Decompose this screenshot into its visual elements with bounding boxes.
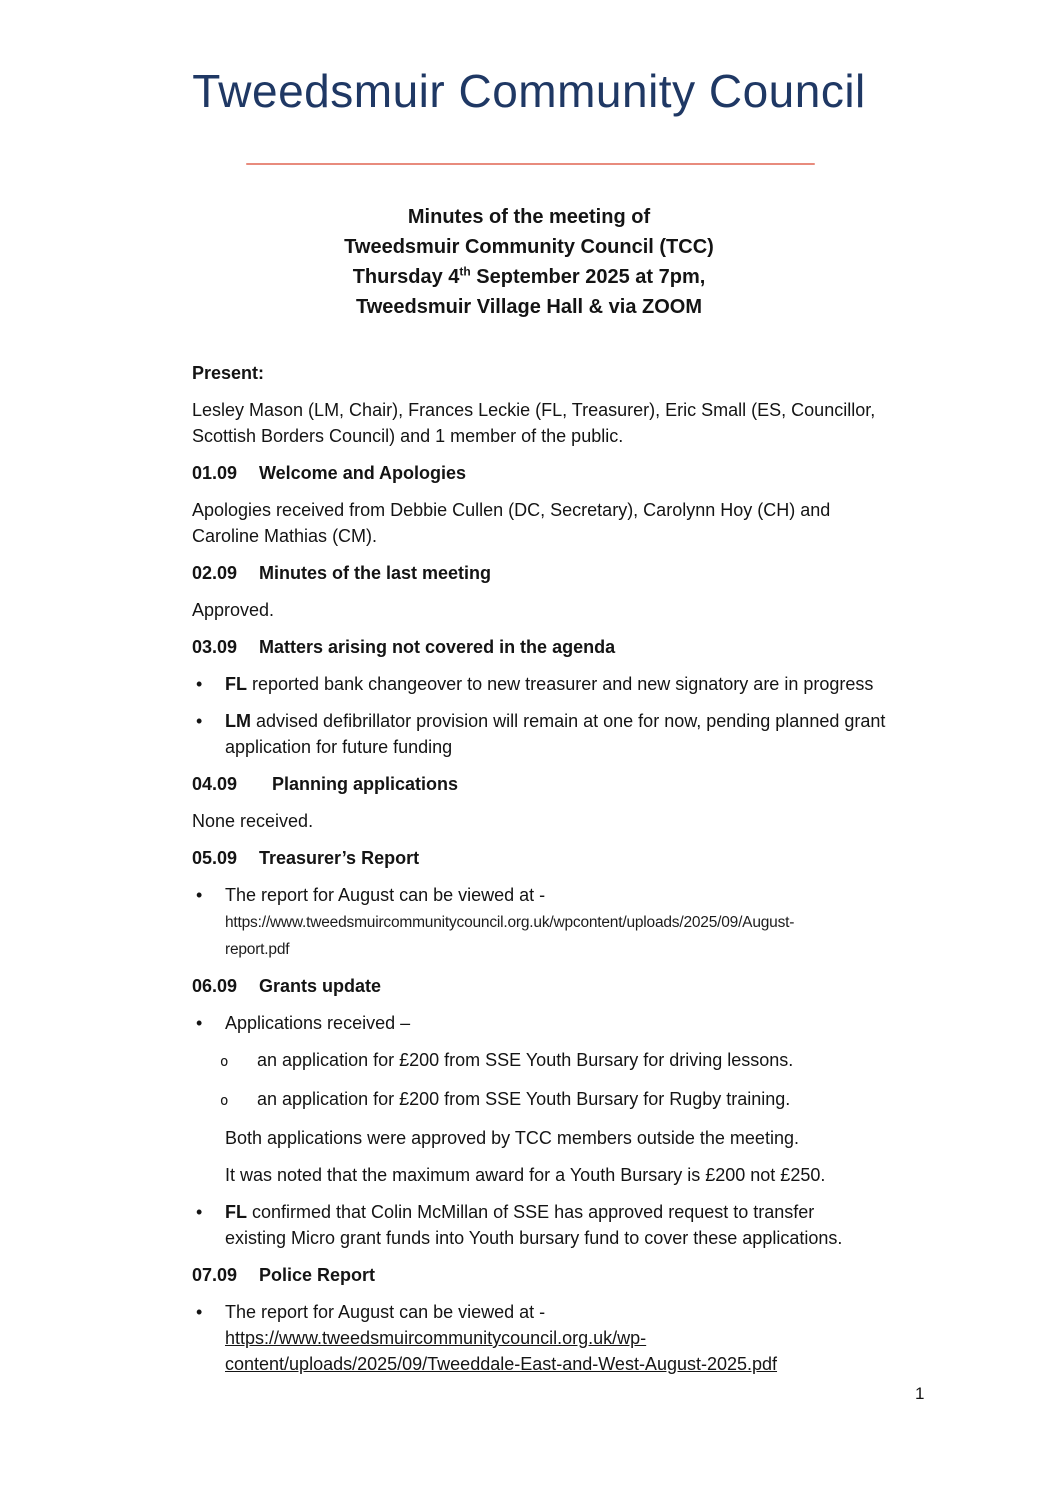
minutes-approved-text: Approved. (192, 600, 275, 620)
planning-none-text: None received. (192, 811, 314, 831)
present-text: Lesley Mason (LM, Chair), Frances Leckie (FL, Treasurer), Eric Small (ES, Councillor, Scottish Borders Council) and 1 member of the public. (192, 400, 876, 446)
bullet-icon (192, 882, 225, 962)
section-number: 02.09 (192, 563, 238, 583)
section-number: 04.09 (192, 774, 238, 794)
section-heading-01-09 (192, 460, 934, 486)
section-title: Minutes of the last meeting (259, 563, 492, 583)
section-title: Grants update (259, 976, 382, 996)
section-number: 03.09 (192, 637, 238, 657)
treasurer-report-url: https://www.tweedsmuircommunitycouncil.org.uk/wpcontent/uploads/2025/09/August- report.pdf (225, 914, 795, 958)
section-number: 07.09 (192, 1265, 238, 1285)
bullet-item (192, 671, 934, 697)
section-title: Welcome and Apologies (259, 463, 467, 483)
bullet-text (225, 882, 794, 962)
grants-note: It was noted that the maximum award for a Youth Bursary is £200 not £250. (225, 1165, 826, 1185)
section-title: Matters arising not covered in the agenda (259, 637, 616, 657)
apologies-text: Apologies received from Debbie Cullen (DC, Secretary), Carolynn Hoy (CH) and Caroline Mathias (CM). (192, 500, 831, 546)
section-title: Planning applications (272, 774, 459, 794)
circle-bullet-icon (218, 1047, 257, 1075)
meeting-heading-line1: Minutes of the meeting of (407, 206, 651, 228)
section-heading-02-09 (192, 560, 934, 586)
section-title: Treasurer’s Report (259, 848, 420, 868)
grants-note: Both applications were approved by TCC members outside the meeting. (225, 1128, 799, 1148)
bullet-text (225, 1299, 777, 1377)
bullet-text: FL confirmed that Colin McMillan of SSE has approved request to transfer existing Micro grant funds into Youth bursary fund to cover these applications. (225, 1202, 843, 1248)
section-heading-07-09 (192, 1262, 934, 1288)
meeting-heading-line4: Tweedsmuir Village Hall & via ZOOM (355, 296, 703, 318)
present-label: Present: (192, 363, 265, 383)
initials-bold: FL (225, 1202, 247, 1222)
meeting-heading-line2: Tweedsmuir Community Council (TCC) (344, 236, 714, 258)
bullet-icon (192, 1299, 225, 1377)
bullet-item (192, 1199, 934, 1251)
section-heading-06-09 (192, 973, 934, 999)
section-heading-04-09 (192, 771, 934, 797)
section-heading-05-09 (192, 845, 934, 871)
initials-bold: LM (225, 711, 251, 731)
report-lead-text: The report for August can be viewed at - (225, 1302, 546, 1322)
bullet-icon (192, 708, 225, 760)
sub-bullet-text: an application for £200 from SSE Youth Bursary for driving lessons. (257, 1050, 794, 1070)
bullet-item (192, 1299, 934, 1377)
sub-bullet-text: an application for £200 from SSE Youth Bursary for Rugby training. (257, 1089, 791, 1109)
bullet-item (192, 1010, 934, 1036)
bullet-text: LM advised defibrillator provision will remain at one for now, pending planned grant application for future funding (225, 711, 886, 757)
report-lead-text: The report for August can be viewed at - (225, 885, 546, 905)
bullet-item (192, 708, 934, 760)
initials-bold: FL (225, 674, 247, 694)
bullet-icon (192, 671, 225, 697)
bullet-text: Applications received – (225, 1013, 411, 1033)
sub-bullet-item (218, 1047, 934, 1075)
document-body (192, 360, 934, 1388)
section-number: 01.09 (192, 463, 238, 483)
page-number: 1 (915, 1384, 925, 1403)
title-divider-line (246, 163, 815, 165)
bullet-icon (192, 1199, 225, 1251)
police-report-link[interactable]: https://www.tweedsmuircommunitycouncil.org.uk/wp- content/uploads/2025/09/Tweeddale-East-and-West-August-2025.pdf (225, 1328, 778, 1374)
section-title: Police Report (259, 1265, 376, 1285)
meeting-heading-line3: Thursday 4th September 2025 at 7pm, (352, 264, 706, 288)
circle-bullet-icon (218, 1086, 257, 1114)
bullet-icon (192, 1010, 225, 1036)
bullet-text: FL reported bank changeover to new treasurer and new signatory are in progress (225, 674, 874, 694)
section-number: 05.09 (192, 848, 238, 868)
document-title: Tweedsmuir Community Council (192, 65, 866, 117)
ordinal-superscript: th (459, 264, 471, 279)
section-number: 06.09 (192, 976, 238, 996)
bullet-item (192, 882, 934, 962)
meeting-heading (0, 202, 1058, 322)
sub-bullet-item (218, 1086, 934, 1114)
section-heading-03-09 (192, 634, 934, 660)
